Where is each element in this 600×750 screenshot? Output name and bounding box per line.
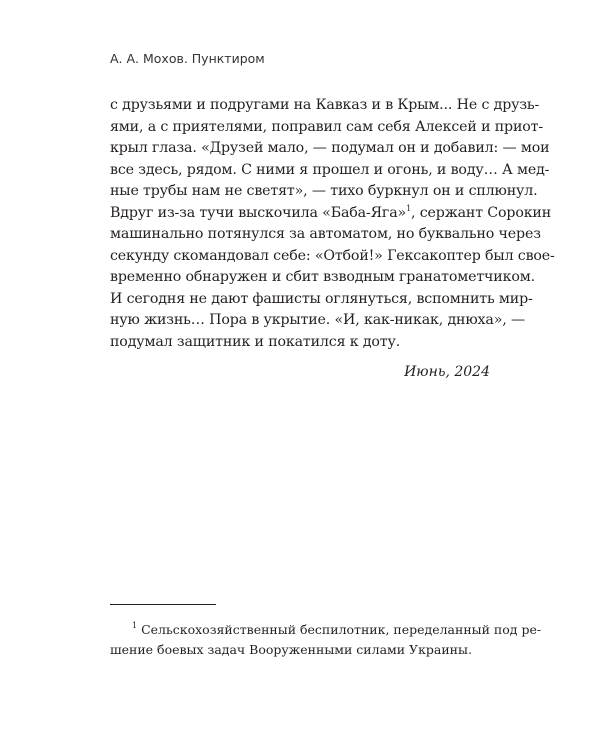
date-signature: Июнь, 2024: [404, 364, 490, 380]
text-line: крыл глаза. «Друзей мало, — подумал он и добавил: — мои: [110, 140, 550, 156]
footnote-line: шение боевых задач Вооруженными силами Украины.: [110, 642, 472, 657]
footnote-line: [110, 620, 542, 640]
body-text: [110, 95, 555, 353]
text-line: с друзьями и подругами на Кавказ и в Крым... Не с друзь-: [110, 97, 540, 113]
text-line: временно обнаружен и сбит взводным гранатометчиком.: [110, 269, 535, 285]
running-header: А. А. Мохов. Пунктиром: [110, 51, 265, 66]
footnote-divider: [110, 604, 216, 605]
footnote-text: Сельскохозяйственный беспилотник, переделанный под ре-: [141, 622, 542, 637]
footnote: [110, 620, 542, 660]
text-line: подумал защитник и покатился к доту.: [110, 333, 401, 350]
text-line: [110, 203, 552, 225]
footnote-reference[interactable]: 1: [406, 203, 412, 213]
text-line: И сегодня не дают фашисты оглянуться, вспомнить мир-: [110, 290, 533, 307]
text-segment: Вдруг из-за тучи выскочила «Баба-Яга»: [110, 204, 407, 221]
text-line: ную жизнь… Пора в укрытие. «И, как-никак, днюха», —: [110, 312, 525, 328]
footnote-marker: 1: [132, 621, 138, 630]
text-line: ями, а с приятелями, поправил сам себя Алексей и приот-: [110, 118, 544, 135]
text-line: все здесь, рядом. С ними я прошел и огонь, и воду… А мед-: [110, 161, 550, 178]
text-segment: , сержант Сорокин: [411, 204, 552, 221]
text-line: машинально потянулся за автоматом, но буквально через: [110, 226, 541, 242]
text-line: ные трубы нам не светят», — тихо буркнул он и сплюнул.: [110, 183, 538, 199]
text-line: секунду скомандовал себе: «Отбой!» Гексакоптер был свое-: [110, 247, 555, 264]
